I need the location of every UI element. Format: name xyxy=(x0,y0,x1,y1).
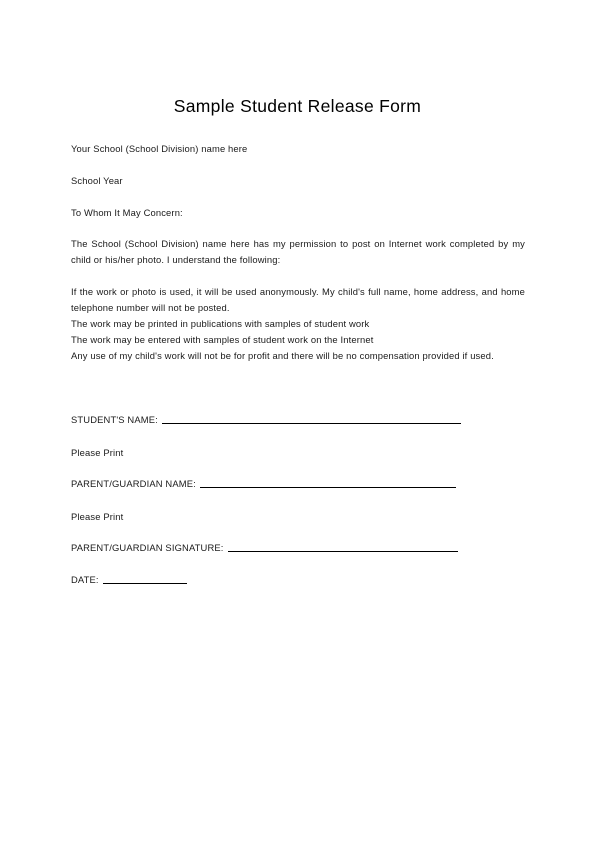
student-name-field xyxy=(71,414,461,425)
student-name-label: STUDENT'S NAME: xyxy=(71,414,158,425)
condition-item: Any use of my child's work will not be for profit and there will be no compensation provided if used. xyxy=(71,350,494,361)
guardian-name-label: PARENT/GUARDIAN NAME: xyxy=(71,478,196,489)
guardian-name-field xyxy=(71,478,456,489)
guardian-signature-field xyxy=(71,542,458,553)
condition-item: If the work or photo is used, it will be used anonymously. My child's full name, home address, and home telephone number will not be posted. xyxy=(71,286,525,313)
form-title: Sample Student Release Form xyxy=(173,96,422,116)
guardian-signature-input-line[interactable] xyxy=(228,551,458,552)
guardian-signature-label: PARENT/GUARDIAN SIGNATURE: xyxy=(71,542,224,553)
student-name-input-line[interactable] xyxy=(162,423,461,424)
please-print-note: Please Print xyxy=(71,447,124,458)
school-name-line: Your School (School Division) name here xyxy=(71,143,248,154)
salutation-line: To Whom It May Concern: xyxy=(71,207,183,218)
date-input-line[interactable] xyxy=(103,583,187,584)
permission-text: The School (School Division) name here has my permission to post on Internet work completed by my child or his/her photo. I understand the following: xyxy=(71,238,525,265)
condition-item: The work may be entered with samples of student work on the Internet xyxy=(71,334,374,345)
conditions-block xyxy=(71,284,525,364)
permission-paragraph xyxy=(71,236,525,268)
condition-item: The work may be printed in publications with samples of student work xyxy=(71,318,370,329)
date-field xyxy=(71,574,187,585)
guardian-name-input-line[interactable] xyxy=(200,487,456,488)
please-print-note: Please Print xyxy=(71,511,124,522)
date-label: DATE: xyxy=(71,574,99,585)
school-year-line: School Year xyxy=(71,175,123,186)
